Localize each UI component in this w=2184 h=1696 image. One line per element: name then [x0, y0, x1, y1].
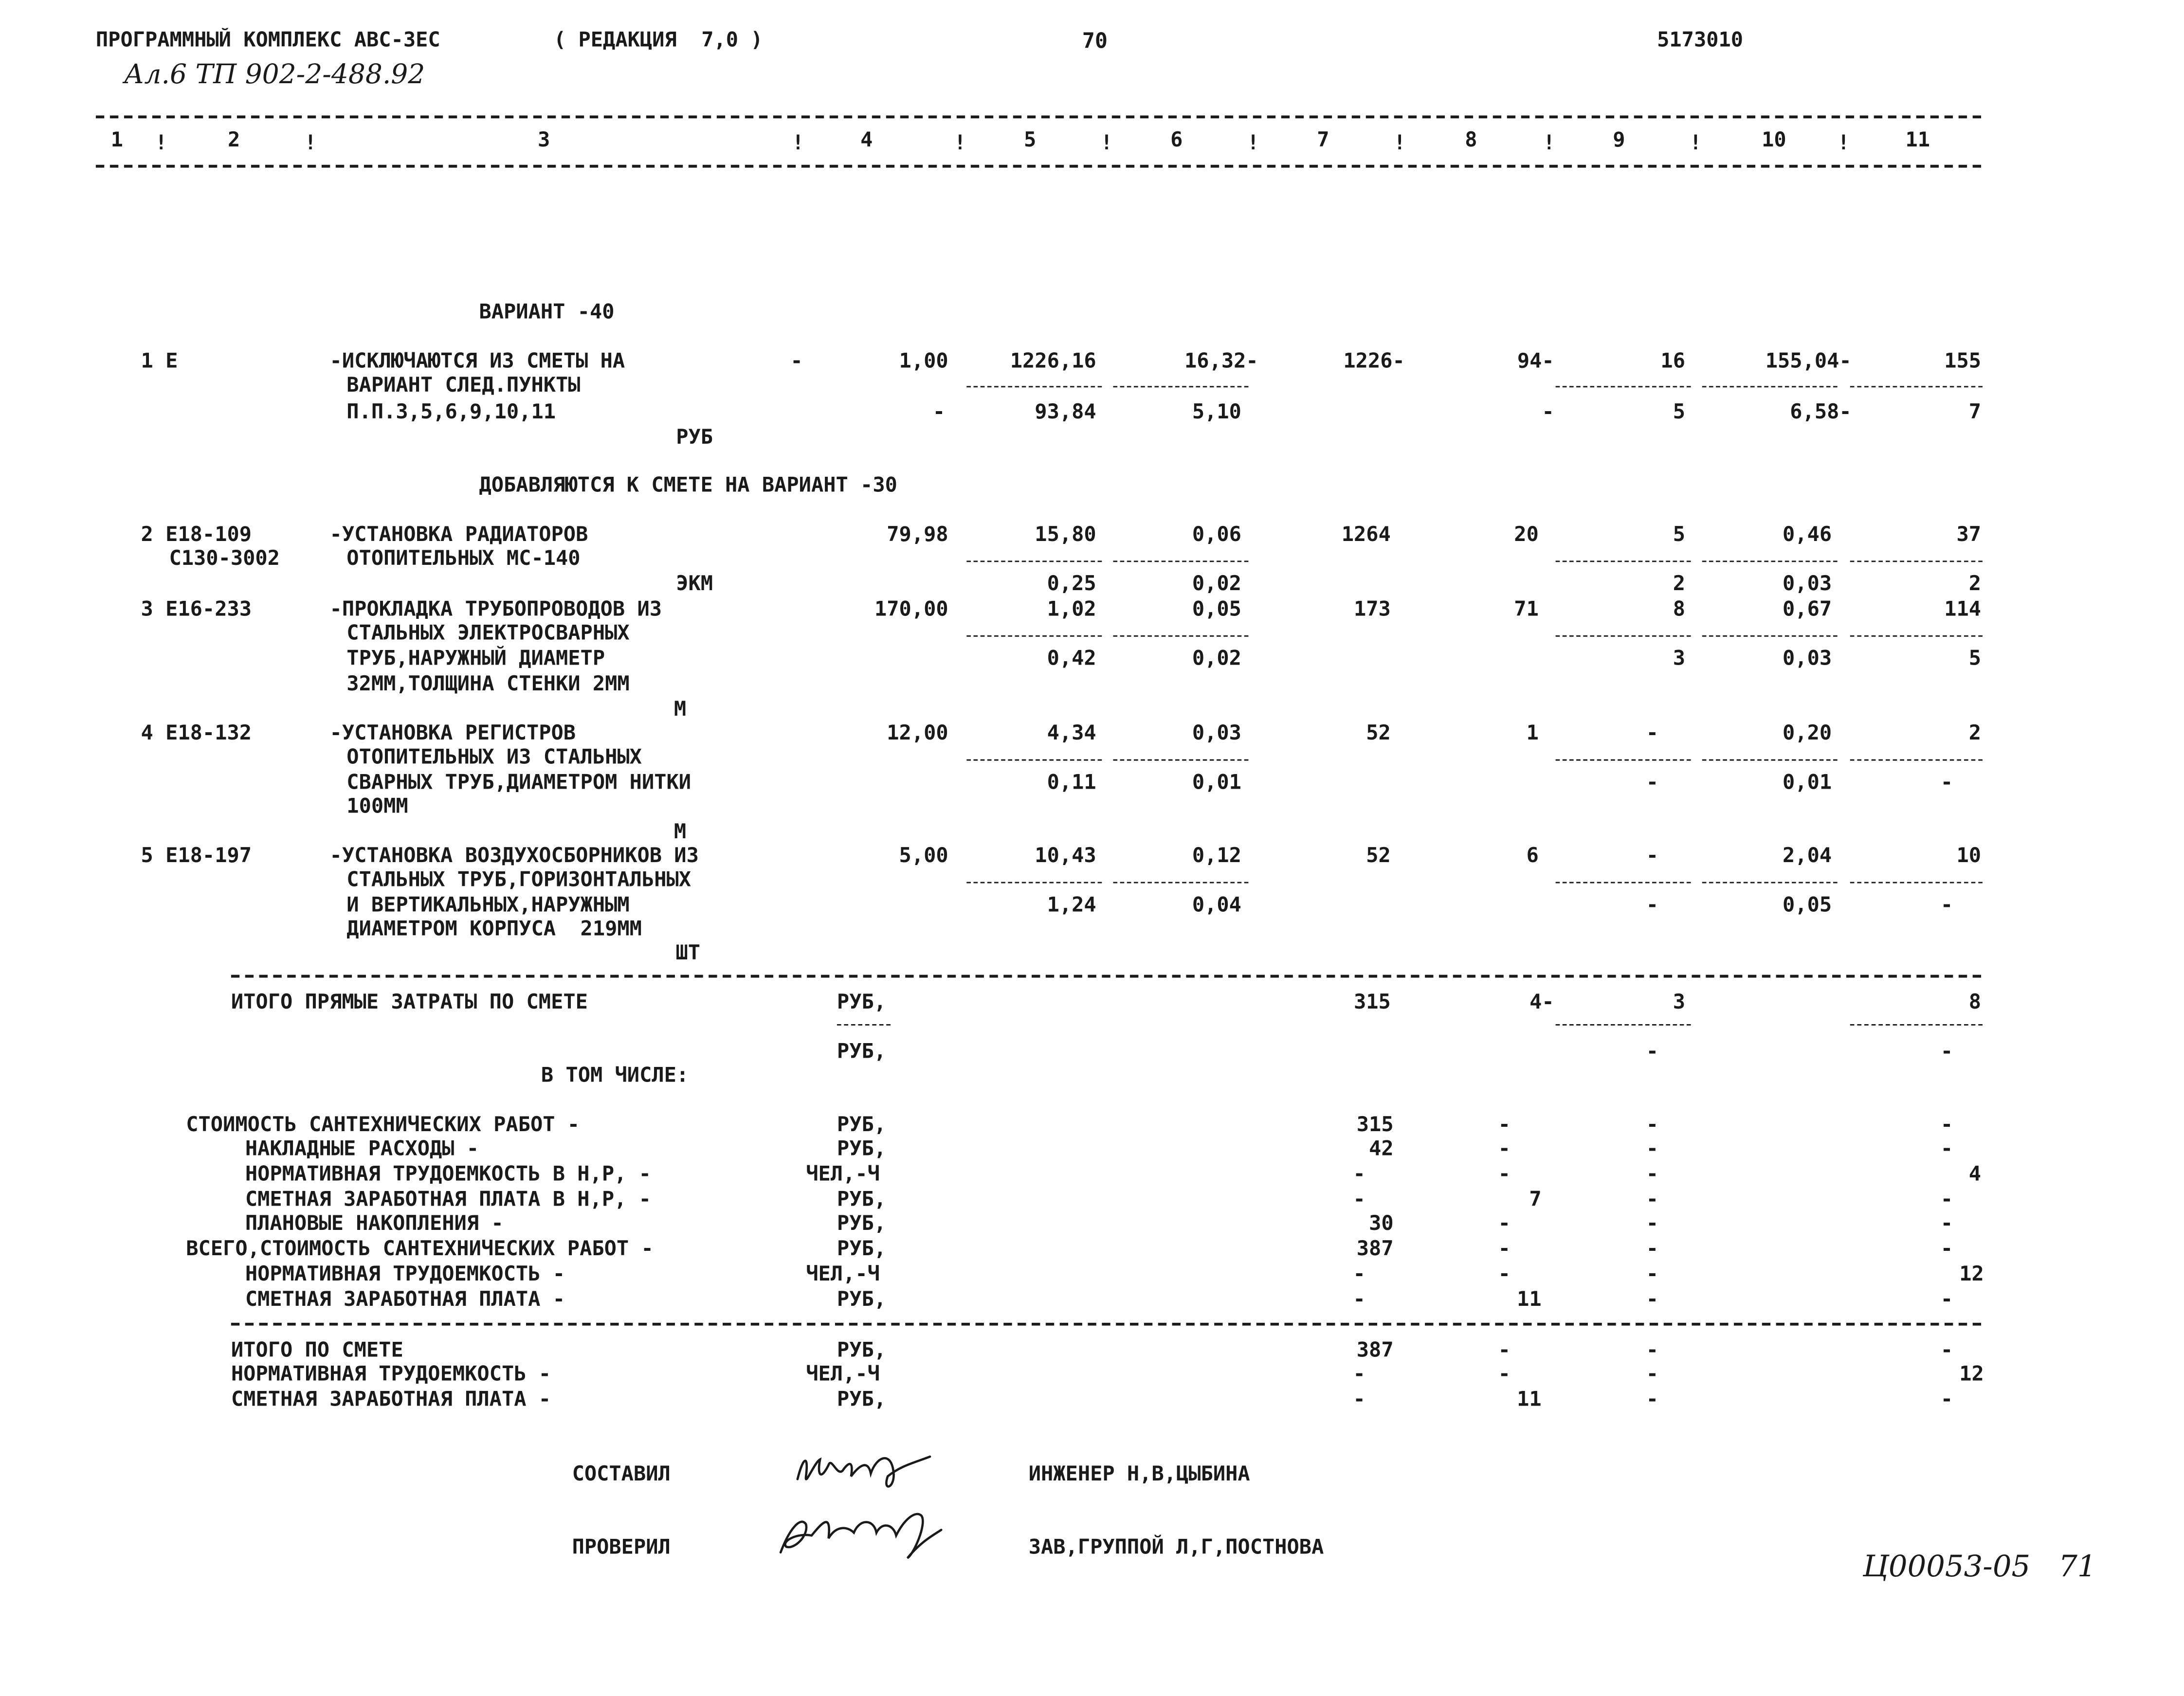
cell-c11-secondary: 2 [1968, 573, 1982, 596]
col-header-11: 11 [1905, 129, 1930, 152]
document-code: 5173010 [1657, 29, 1744, 53]
cell-c5-secondary: 1,24 [1047, 894, 1096, 917]
breakdown-unit: РУБ, [837, 1114, 887, 1137]
total-c9: - [1646, 1389, 1659, 1412]
col-separator: ! [1100, 132, 1113, 155]
total-unit: ЧЕЛ,-Ч [806, 1363, 880, 1387]
cell-c11: 155 [1944, 350, 1982, 374]
cell-c5: 1,02 [1047, 598, 1096, 621]
breakdown-c11: - [1940, 1114, 1953, 1137]
total-c11: 12 [1959, 1363, 1984, 1387]
col-separator: ! [1393, 132, 1406, 155]
breakdown-c9: - [1646, 1114, 1659, 1137]
cell-c6-secondary: 0,02 [1192, 648, 1241, 671]
col-separator: ! [304, 132, 317, 155]
fraction-rule [1850, 882, 1983, 884]
cell-c11-secondary: 5 [1968, 648, 1982, 671]
item-description: -УСТАНОВКА РАДИАТОРОВ [329, 524, 588, 547]
breakdown-unit: ЧЕЛ,-Ч [806, 1263, 880, 1286]
fraction-rule [1113, 759, 1248, 761]
checked-label: ПРОВЕРИЛ [572, 1536, 671, 1560]
breakdown-c11: - [1940, 1289, 1953, 1312]
breakdown-unit: РУБ, [837, 1189, 887, 1212]
cell-c6-secondary: 0,02 [1192, 573, 1241, 596]
cell-quantity: 1,00 [899, 350, 948, 374]
compiled-by: ИНЖЕНЕР Н,В,ЦЫБИНА [1028, 1463, 1250, 1486]
col-header-2: 2 [228, 129, 240, 152]
item-unit: ЭКМ [676, 573, 713, 596]
col-separator: ! [954, 132, 966, 155]
breakdown-c9: - [1646, 1213, 1659, 1236]
total-unit: РУБ, [837, 1339, 887, 1362]
cell-c6-secondary: 0,04 [1192, 894, 1241, 917]
item-number: 4 Е18-132 [141, 722, 252, 745]
cell-c8: 1 [1526, 722, 1539, 745]
breakdown-label: ПЛАНОВЫЕ НАКОПЛЕНИЯ - [245, 1213, 504, 1236]
page-number: 70 [1082, 28, 1108, 54]
item-description: -УСТАНОВКА РЕГИСТРОВ [329, 722, 576, 745]
checked-by: ЗАВ,ГРУППОЙ Л,Г,ПОСТНОВА [1028, 1536, 1324, 1560]
cell-c9-secondary: 2 [1673, 573, 1686, 596]
breakdown-c8: 11 [1517, 1289, 1542, 1312]
item-description: СВАРНЫХ ТРУБ,ДИАМЕТРОМ НИТКИ [346, 772, 692, 795]
cell-c5-secondary: 0,11 [1047, 772, 1096, 795]
total-c11: - [1940, 1339, 1953, 1362]
cell-c8-secondary: - [1542, 401, 1554, 424]
fraction-rule [837, 1024, 891, 1026]
fraction-rule [966, 560, 1102, 562]
fraction-rule [1702, 759, 1838, 761]
fraction-rule [1556, 635, 1691, 637]
col-separator: ! [1837, 132, 1850, 155]
cell-c5-secondary: 0,25 [1047, 573, 1096, 596]
cell-c9-secondary: 5 [1673, 401, 1686, 424]
cell-quantity: 79,98 [887, 524, 948, 547]
breakdown-c7: 387 [1356, 1238, 1394, 1261]
fraction-rule [1113, 560, 1248, 562]
breakdown-label: НОРМАТИВНАЯ ТРУДОЕМКОСТЬ В Н,Р, - [245, 1163, 651, 1187]
breakdown-c11: 12 [1959, 1263, 1984, 1286]
breakdown-c7: 42 [1369, 1138, 1394, 1161]
breakdown-label: СМЕТНАЯ ЗАРАБОТНАЯ ПЛАТА В Н,Р, - [245, 1189, 651, 1212]
breakdown-c9: - [1646, 1163, 1659, 1187]
total-c9: - [1646, 1339, 1659, 1362]
breakdown-label: СМЕТНАЯ ЗАРАБОТНАЯ ПЛАТА - [245, 1289, 565, 1312]
fraction-rule [1113, 635, 1248, 637]
fraction-rule [1850, 560, 1983, 562]
item-code: С130-3002 [169, 548, 280, 571]
col-header-1: 1 [110, 129, 123, 152]
breakdown-c8: - [1498, 1163, 1511, 1187]
breakdown-c8: - [1498, 1213, 1511, 1236]
fraction-rule [1556, 386, 1691, 387]
item-description: ОТОПИТЕЛЬНЫХ ИЗ СТАЛЬНЫХ [346, 746, 642, 769]
breakdown-c11: - [1940, 1213, 1953, 1236]
total-c11: - [1940, 1389, 1953, 1412]
item-unit: М [673, 699, 687, 722]
item-number: 2 Е18-109 [141, 524, 252, 547]
fraction-rule [1702, 560, 1838, 562]
summary-c11: 8 [1968, 992, 1982, 1014]
cell-c11-secondary: - [1940, 772, 1953, 795]
breakdown-c11: - [1940, 1238, 1953, 1261]
cell-c9-secondary: - [1646, 772, 1659, 795]
total-unit: РУБ, [837, 1389, 887, 1412]
col-separator: ! [1543, 132, 1555, 155]
cell-c11: 114 [1944, 598, 1982, 621]
cell-c6: 16,32- [1184, 350, 1258, 374]
breakdown-unit: РУБ, [837, 1213, 887, 1236]
cell-c6-secondary: 5,10 [1192, 401, 1241, 424]
item-description: ОТОПИТЕЛЬНЫХ МС-140 [346, 548, 581, 571]
breakdown-c9: - [1646, 1189, 1659, 1212]
handwritten-reference: Ал.6 ТП 902-2-488.92 [124, 59, 425, 90]
cell-c11: 37 [1956, 524, 1982, 547]
fraction-rule [1702, 635, 1838, 637]
fraction-rule [1850, 759, 1983, 761]
summary-unit: РУБ, [837, 992, 887, 1014]
fraction-rule [966, 759, 1102, 761]
including-label: В ТОМ ЧИСЛЕ: [541, 1065, 689, 1088]
breakdown-c7: - [1353, 1289, 1365, 1312]
cell-c10: 0,46 [1783, 524, 1832, 547]
cell-c6: 0,05 [1192, 598, 1241, 621]
total-c7: - [1353, 1363, 1365, 1387]
item-description: СТАЛЬНЫХ ЭЛЕКТРОСВАРНЫХ [346, 622, 630, 646]
breakdown-c9: - [1646, 1238, 1659, 1261]
cell-c9: - [1646, 845, 1659, 868]
breakdown-c9: - [1646, 1289, 1659, 1312]
breakdown-c8: 7 [1529, 1189, 1542, 1212]
cell-c11: 10 [1956, 845, 1982, 868]
breakdown-c11: - [1940, 1189, 1953, 1212]
summary-c9-secondary: - [1646, 1041, 1659, 1064]
summary-c11-secondary: - [1940, 1041, 1953, 1064]
cell-c4: - [790, 350, 803, 374]
item-description: СТАЛЬНЫХ ТРУБ,ГОРИЗОНТАЛЬНЫХ [346, 869, 692, 892]
cell-c7: 52 [1366, 845, 1391, 868]
cell-c9-secondary: 3 [1673, 648, 1686, 671]
added-section-title: ДОБАВЛЯЮТСЯ К СМЕТЕ НА ВАРИАНТ -30 [479, 474, 897, 498]
fraction-rule [1702, 386, 1838, 387]
cell-c5-secondary: 0,42 [1047, 648, 1096, 671]
total-label: СМЕТНАЯ ЗАРАБОТНАЯ ПЛАТА - [231, 1389, 551, 1412]
fraction-rule [966, 386, 1102, 387]
summary-label: ИТОГО ПРЯМЫЕ ЗАТРАТЫ ПО СМЕТЕ [231, 992, 588, 1014]
cell-c6: 0,03 [1192, 722, 1241, 745]
fraction-rule [1556, 560, 1691, 562]
item-description: 100ММ [346, 795, 408, 819]
cell-c10-secondary: 0,01 [1783, 772, 1832, 795]
cell-c4-secondary: - [932, 401, 946, 424]
total-c9: - [1646, 1363, 1659, 1387]
cell-c8: 20 [1514, 524, 1539, 547]
cell-c9: 5 [1673, 524, 1686, 547]
cell-c9: 16 [1660, 350, 1686, 374]
cell-c5: 15,80 [1035, 524, 1096, 547]
breakdown-label: ВСЕГО,СТОИМОСТЬ САНТЕХНИЧЕСКИХ РАБОТ - [186, 1238, 654, 1261]
fraction-rule [1556, 1024, 1691, 1026]
summary-c8: 4- [1529, 992, 1554, 1014]
fraction-rule [1702, 882, 1838, 884]
cell-c5: 10,43 [1035, 845, 1096, 868]
breakdown-c11: - [1940, 1138, 1953, 1161]
col-separator: ! [155, 132, 167, 155]
col-header-10: 10 [1762, 129, 1786, 152]
section-rule [231, 975, 1981, 978]
total-label: НОРМАТИВНАЯ ТРУДОЕМКОСТЬ - [231, 1363, 551, 1387]
breakdown-unit: РУБ, [837, 1238, 887, 1261]
cell-c6: 0,06 [1192, 524, 1241, 547]
breakdown-c9: - [1646, 1263, 1659, 1286]
cell-c5-secondary: 93,84 [1035, 401, 1096, 424]
cell-c11-secondary: 7 [1968, 401, 1982, 424]
fraction-rule [1113, 386, 1248, 387]
breakdown-label: СТОИМОСТЬ САНТЕХНИЧЕСКИХ РАБОТ - [186, 1114, 580, 1137]
item-description: -ИСКЛЮЧАЮТСЯ ИЗ СМЕТЫ НА [329, 350, 625, 374]
col-separator: ! [792, 132, 804, 155]
edition-label: ( РЕДАКЦИЯ 7,0 ) [553, 29, 763, 53]
summary-unit: РУБ, [837, 1041, 887, 1064]
summary-c9: 3 [1673, 992, 1686, 1014]
fraction-rule [966, 882, 1102, 884]
cell-c9-secondary: - [1646, 894, 1659, 917]
fraction-rule [1556, 759, 1691, 761]
item-description: ТРУБ,НАРУЖНЫЙ ДИАМЕТР [346, 648, 605, 671]
col-header-4: 4 [860, 129, 873, 152]
item-unit: М [673, 821, 687, 844]
breakdown-c9: - [1646, 1138, 1659, 1161]
fraction-rule [1850, 635, 1983, 637]
cell-c7: 1264 [1341, 524, 1391, 547]
fraction-rule [1556, 882, 1691, 884]
cell-c7: 52 [1366, 722, 1391, 745]
cell-c5: 4,34 [1047, 722, 1096, 745]
section-rule [231, 1323, 1981, 1326]
header-top-rule [96, 115, 1981, 118]
breakdown-c7: - [1353, 1163, 1365, 1187]
cell-c8: 6 [1526, 845, 1539, 868]
cell-c10: 2,04 [1783, 845, 1832, 868]
item-description: И ВЕРТИКАЛЬНЫХ,НАРУЖНЫМ [346, 894, 630, 917]
item-description: -ПРОКЛАДКА ТРУБОПРОВОДОВ ИЗ [329, 598, 662, 621]
cell-c6-secondary: 0,01 [1192, 772, 1241, 795]
total-c7: 387 [1356, 1339, 1394, 1362]
item-number: 5 Е18-197 [141, 845, 252, 868]
program-title: ПРОГРАММНЫЙ КОМПЛЕКС АВС-3ЕС [95, 29, 440, 53]
col-header-7: 7 [1317, 129, 1329, 152]
cell-quantity: 170,00 [874, 598, 948, 621]
item-description: ВАРИАНТ СЛЕД.ПУНКТЫ [346, 375, 581, 397]
breakdown-c7: 315 [1356, 1114, 1394, 1137]
col-header-9: 9 [1613, 129, 1625, 152]
breakdown-unit: РУБ, [837, 1289, 887, 1312]
item-unit: РУБ [676, 427, 713, 450]
total-label: ИТОГО ПО СМЕТЕ [231, 1339, 403, 1362]
item-description: 32ММ,ТОЛЩИНА СТЕНКИ 2ММ [346, 673, 630, 696]
col-header-8: 8 [1465, 129, 1477, 152]
total-c8: 11 [1517, 1389, 1542, 1412]
col-separator: ! [1247, 132, 1259, 155]
fraction-rule [966, 635, 1102, 637]
item-unit: ШТ [675, 942, 701, 965]
col-header-3: 3 [538, 129, 550, 152]
cell-c5: 1226,16 [1010, 350, 1096, 374]
compiled-signature [789, 1445, 938, 1496]
total-c8: - [1498, 1363, 1511, 1387]
total-c8: - [1498, 1339, 1511, 1362]
fraction-rule [1850, 1024, 1983, 1026]
breakdown-c11: 4 [1968, 1163, 1982, 1187]
cell-c7: 1226- [1343, 350, 1405, 374]
checked-signature [775, 1504, 947, 1564]
breakdown-unit: РУБ, [837, 1138, 887, 1161]
variant-title: ВАРИАНТ -40 [479, 301, 615, 324]
cell-c10-secondary: 0,03 [1783, 648, 1832, 671]
fraction-rule [1850, 386, 1983, 387]
item-description: -УСТАНОВКА ВОЗДУХОСБОРНИКОВ ИЗ [329, 845, 699, 868]
header-bottom-rule [96, 165, 1981, 168]
breakdown-label: НОРМАТИВНАЯ ТРУДОЕМКОСТЬ - [245, 1263, 565, 1286]
breakdown-label: НАКЛАДНЫЕ РАСХОДЫ - [245, 1138, 479, 1161]
breakdown-c7: - [1353, 1189, 1365, 1212]
cell-c10-secondary: 0,03 [1783, 573, 1832, 596]
col-header-6: 6 [1170, 129, 1183, 152]
col-separator: ! [1689, 132, 1702, 155]
item-number: 1 Е [141, 350, 178, 374]
cell-quantity: 5,00 [899, 845, 948, 868]
cell-c10: 0,67 [1783, 598, 1832, 621]
cell-c8: 94- [1517, 350, 1554, 374]
cell-c11: 2 [1968, 722, 1982, 745]
breakdown-c8: - [1498, 1114, 1511, 1137]
cell-c9: 8 [1673, 598, 1686, 621]
footer-code: Ц00053-05 71 [1862, 1550, 2096, 1584]
cell-c10: 0,20 [1783, 722, 1832, 745]
cell-c9: - [1646, 722, 1659, 745]
breakdown-c8: - [1498, 1238, 1511, 1261]
cell-c8: 71 [1514, 598, 1539, 621]
cell-c10-secondary: 0,05 [1783, 894, 1832, 917]
cell-c10: 155,04- [1765, 350, 1852, 374]
item-description: П.П.3,5,6,9,10,11 [346, 401, 556, 424]
breakdown-c8: - [1498, 1263, 1511, 1286]
cell-c7: 173 [1353, 598, 1391, 621]
breakdown-c8: - [1498, 1138, 1511, 1161]
cell-c6: 0,12 [1192, 845, 1241, 868]
total-c7: - [1353, 1389, 1365, 1412]
cell-c11-secondary: - [1940, 894, 1953, 917]
compiled-label: СОСТАВИЛ [572, 1463, 671, 1486]
col-header-5: 5 [1023, 129, 1037, 152]
breakdown-c7: 30 [1369, 1213, 1394, 1236]
breakdown-unit: ЧЕЛ,-Ч [806, 1163, 880, 1187]
breakdown-c7: - [1353, 1263, 1365, 1286]
cell-quantity: 12,00 [887, 722, 948, 745]
summary-c7: 315 [1353, 992, 1391, 1014]
cell-c10-secondary: 6,58- [1790, 401, 1852, 424]
fraction-rule [1113, 882, 1248, 884]
item-description: ДИАМЕТРОМ КОРПУСА 219ММ [346, 918, 642, 941]
item-number: 3 Е16-233 [141, 598, 252, 621]
